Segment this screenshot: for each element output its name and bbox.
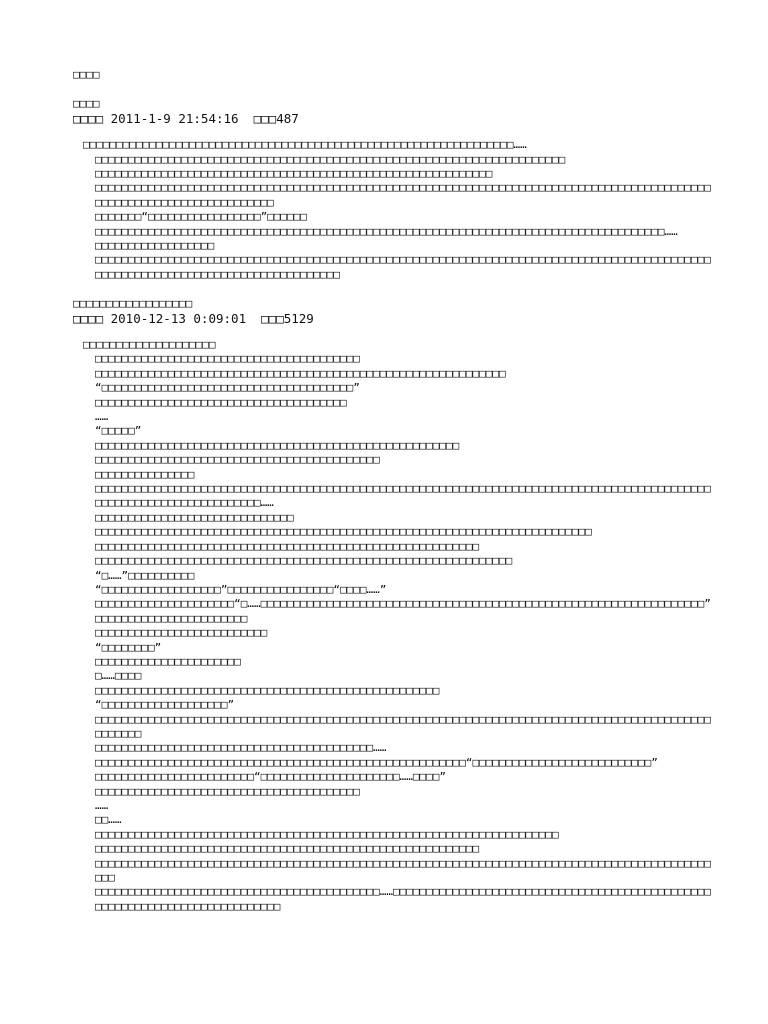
paragraph-line: “□□□□□□□□□□□□□□□□□□□” bbox=[95, 698, 235, 712]
paragraph-line: □□□□□□□□□□□□□□□□□□□□□□□□□□□□□□□□□□□□□□□□□□□□□□□□□□□□□□□□□□□□□□□□□…… bbox=[83, 138, 527, 152]
paragraph-line: □□□□□□□□□□□□□□□□□□□□□□□□□□□□□□□□□□□□□□□□□□□□□□□□□□□□□□□□□□□□□□□□□□□□□□□□□□□□□□□□□□□□□□□□□□□□□□□□ bbox=[95, 856, 711, 885]
spacer bbox=[73, 327, 713, 338]
paragraph-line: “□……”□□□□□□□□□□ bbox=[95, 568, 195, 582]
paragraph-line: “□□□□□□□□□□□□□□□□□□□□□□□□□□□□□□□□□□□□□□” bbox=[95, 381, 360, 395]
paragraph-line: □□□□□□□□□□□□□□□□□□□□□□□□□□□□□□□□□□□□□□□□□□□□□□□□□□□□□□□□□□□□□□□□□□□□□□□□□□□□□□□□□□□□□□□□□□□□□□□□□□□□□□□□□□□□□□□□□□□□□□…… bbox=[95, 482, 711, 510]
post-meta: □□□□ 2010-12-13 0:09:01 □□□5129 bbox=[73, 311, 314, 327]
paragraph-line: □□□□□□□□□□□□□□□□□□□□□□□□□□□□□□□□□□□□□□□□□□□□□□□□□□□□□□□□“□□□□□□□□□□□□□□□□□□□□□□□□□□□” bbox=[95, 755, 658, 769]
paragraph-line: □□□□□□□□□□□□□□□□□□□□□□□□□□□□□□□□□□□□□□□□□□□□□□□□□□□□□□□□□□□□□□□□□□□□□□□□□□□□□□□□□□□□□□…… bbox=[95, 224, 678, 238]
paragraph-line: □……□□□□ bbox=[95, 669, 142, 683]
paragraph-line: □□□□□□□□□□□□□□□□□□□□□□□□□□□□□□□□□□□□□□□□□□□□□□□□□□□□□□□□□□□□□□□□□□□□□□□□□□□□□□□□□□□□□□□□□□□□□□□□□□□□□□□□□□□□□□□□□□□□□□□□ bbox=[95, 181, 711, 209]
paragraph-line: □□□□□□□□□□□□□□□□□□□□□□□□“□□□□□□□□□□□□□□□□□□□□□……□□□□” bbox=[95, 770, 446, 784]
page-header: □□□□ bbox=[73, 68, 100, 81]
paragraph-line: □□□□□□□□□□□□□□□□□□□□□□□□□□□□□□□□□□□□□□□□ bbox=[95, 784, 360, 798]
document-page bbox=[73, 68, 713, 914]
post-body bbox=[73, 338, 713, 914]
paragraph-line: □□□□□□□□□□□□□□□□□□□□□□□□□□□□□□□□□□□□□□□□□□□□□□□□□□□□ bbox=[95, 683, 440, 697]
paragraph-line: □□…… bbox=[95, 813, 122, 827]
paragraph-line: …… bbox=[95, 799, 109, 813]
paragraph-line: □□□□□□□□□□□□□□□□□□□□□□□□□□ bbox=[95, 626, 268, 640]
paragraph-line: □□□□□□□□□□□□□□□ bbox=[95, 467, 195, 481]
paragraph-line: □□□□□□□□□□□□□□□□□□□□□□□□□□□□□□□□□□□□□□□□□□□□□□□□□□□□□□□ bbox=[95, 438, 460, 452]
paragraph-line: □□□□□□□□□□□□□□□□□□□□□□□□□□□□□□□□□□□□□□□□□□□□□□□□□□□□□□□□□□□□□□□□□□□□□□□ bbox=[95, 152, 566, 166]
spacer bbox=[73, 282, 713, 296]
paragraph-line: □□□□□□□□□□□□□□□□□□□□□□□□□□□□□□□□□□□□□□□□□□□□□□□□□□□□□□□□□□ bbox=[95, 842, 480, 856]
paragraph-line: □□□□□□□□□□□□□□□□□□□□□□□□□□□□□□□□□□□□□□□□□□□□□□□□□□□□□□□□□□□□□□ bbox=[95, 366, 506, 380]
post-body bbox=[73, 138, 713, 282]
paragraph-line: □□□□□□□□□□□□□□□□□□□□□□□□□□□□□□□□□□□□□□□□□□□……□□□□□□□□□□□□□□□□□□□□□□□□□□□□□□□□□□□□□□□□□□□□□□□□□□□□□□□□□□□□□□□□□□□□□□□□□□□□ bbox=[95, 885, 711, 913]
post-2 bbox=[73, 297, 713, 915]
paragraph-line: □□□□□□□□□□□□□□□□□□□□□□□□□□□□□□□□□□□□□□□□□□…… bbox=[95, 741, 387, 755]
spacer bbox=[73, 127, 713, 138]
paragraph-line: “□□□□□□□□” bbox=[95, 640, 162, 654]
paragraph-line: □□□□□□□□□□□□□□□□□□ bbox=[95, 239, 215, 253]
paragraph-line: …… bbox=[95, 410, 109, 424]
paragraph-line: “□□□□□” bbox=[95, 424, 142, 438]
paragraph-line: □□□□□□□□□□□□□□□□□□□□□□ bbox=[95, 654, 241, 668]
spacer bbox=[73, 82, 713, 96]
post-1 bbox=[73, 97, 713, 282]
paragraph-line: □□□□□□□□□□□□□□□□□□□□□“□……□□□□□□□□□□□□□□□□□□□□□□□□□□□□□□□□□□□□□□□□□□□□□□□□□□□□□□□□□□□□□□□□□□□” bbox=[95, 597, 711, 611]
paragraph-line: □□□□□□□□□□□□□□□□□□□□ bbox=[83, 338, 216, 352]
paragraph-line: □□□□□□□□□□□□□□□□□□□□□□□□□□□□□□ bbox=[95, 510, 294, 524]
post-meta: □□□□ 2011-1-9 21:54:16 □□□487 bbox=[73, 111, 299, 127]
paragraph-line: □□□□□□□□□□□□□□□□□□□□□□□□□□□□□□□□□□□□□□□□ bbox=[95, 352, 360, 366]
paragraph-line: □□□□□□□□□□□□□□□□□□□□□□□□□□□□□□□□□□□□□□ bbox=[95, 395, 347, 409]
paragraph-line: □□□□□□□□□□□□□□□□□□□□□□□□□□□□□□□□□□□□□□□□□□□□□□□□□□□□□□□□□□□□□□□□□□□□□□ bbox=[95, 827, 559, 841]
paragraph-line: □□□□□□□□□□□□□□□□□□□□□□□□□□□□□□□□□□□□□□□□□□□ bbox=[95, 453, 380, 467]
paragraph-line: □□□□□□□“□□□□□□□□□□□□□□□□□”□□□□□□ bbox=[95, 210, 307, 224]
paragraph-line: □□□□□□□□□□□□□□□□□□□□□□□□□□□□□□□□□□□□□□□□□□□□□□□□□□□□□□□□□□□□□□□□□□□□□□□□□□□□□□□□□□□□□□□□□□□□□□□□□□□□ bbox=[95, 712, 711, 740]
paragraph-line: □□□□□□□□□□□□□□□□□□□□□□□□□□□□□□□□□□□□□□□□□□□□□□□□□□□□□□□□□□□□□□□ bbox=[95, 554, 513, 568]
paragraph-line: □□□□□□□□□□□□□□□□□□□□□□□ bbox=[95, 611, 248, 625]
paragraph-line: “□□□□□□□□□□□□□□□□□□”□□□□□□□□□□□□□□□□“□□□□……” bbox=[95, 582, 387, 596]
paragraph-line: □□□□□□□□□□□□□□□□□□□□□□□□□□□□□□□□□□□□□□□□□□□□□□□□□□□□□□□□□□□□□□□□□□□□□□□□□□□ bbox=[95, 525, 592, 539]
paragraph-line: □□□□□□□□□□□□□□□□□□□□□□□□□□□□□□□□□□□□□□□□□□□□□□□□□□□□□□□□□□ bbox=[95, 539, 480, 553]
post-title: □□□□□□□□□□□□□□□□□□ bbox=[73, 296, 193, 310]
paragraph-line: □□□□□□□□□□□□□□□□□□□□□□□□□□□□□□□□□□□□□□□□□□□□□□□□□□□□□□□□□□□□ bbox=[95, 166, 493, 180]
paragraph-line: □□□□□□□□□□□□□□□□□□□□□□□□□□□□□□□□□□□□□□□□□□□□□□□□□□□□□□□□□□□□□□□□□□□□□□□□□□□□□□□□□□□□□□□□□□□□□□□□□□□□□□□□□□□□□□□□□□□□□□□□□□□□□□□□□□ bbox=[95, 253, 711, 281]
post-title: □□□□ bbox=[73, 96, 100, 110]
